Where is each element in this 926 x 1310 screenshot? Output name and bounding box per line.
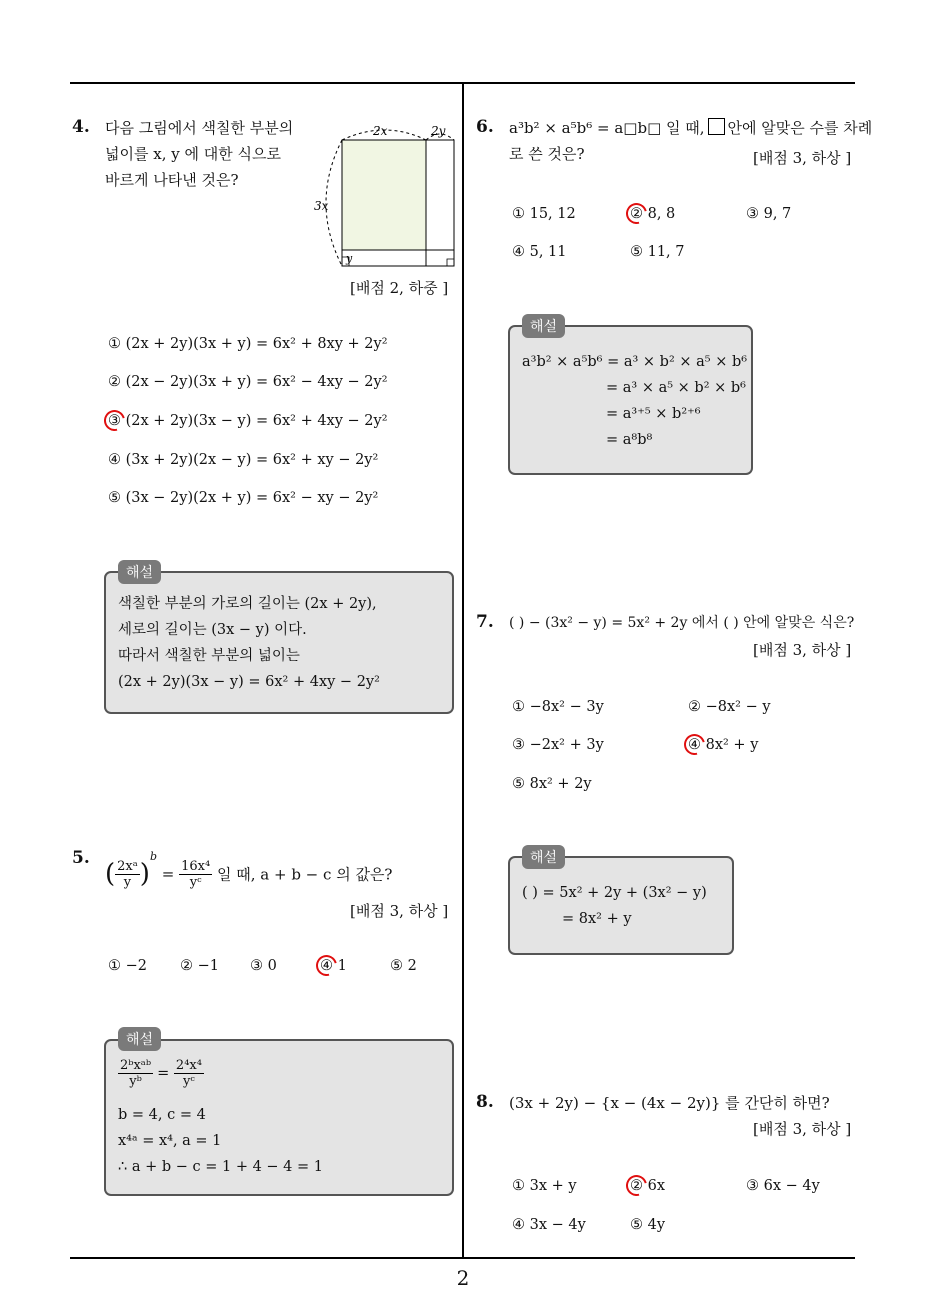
q5-rhs-numerator: 16x⁴	[181, 858, 211, 874]
q6-number: 6.	[476, 117, 494, 137]
q4-choice-2[interactable]: ② (2x − 2y)(3x + y) = 6x² − 4xy − 2y²	[108, 374, 388, 390]
q6-choice-2[interactable]: ② 8, 8	[630, 206, 676, 222]
q5-question: ( $\frac{\text{2xᵃ}}{y}$ )$^b$ = $\frac{\text{16x⁴}}{\text{yᶜ}}$ 일 때, a + b − c 의 값은?	[105, 850, 393, 890]
q6-answer-mark	[622, 199, 651, 228]
q7-choice-4[interactable]: ④ 8x² + y	[688, 737, 759, 753]
q5-rhs-denominator: yᶜ	[189, 874, 202, 890]
q4-choice-3[interactable]: ③ (2x + 2y)(3x − y) = 6x² + 4xy − 2y²	[108, 413, 388, 429]
q5-question-text: 일 때, a + b − c 의 값은?	[216, 865, 393, 884]
q4-choice-1[interactable]: ① (2x + 2y)(3x + y) = 6x² + 8xy + 2y²	[108, 336, 388, 352]
q5-meta: [배점 3, 하상 ]	[350, 902, 449, 920]
q4-label-3x: 3x	[314, 199, 329, 213]
q5-solution-line: x⁴ᵃ = x⁴, a = 1	[118, 1133, 222, 1149]
q5-solution-tag: 해설	[118, 1027, 161, 1051]
q4-shaded-region	[342, 140, 426, 250]
q6-solution-tag: 해설	[522, 314, 565, 338]
q5-choice-1[interactable]: ① −2	[108, 958, 147, 974]
q6-choice-4[interactable]: ④ 5, 11	[512, 244, 567, 260]
q4-solution-line: 색칠한 부분의 가로의 길이는 (2x + 2y),	[118, 596, 377, 612]
q5-choice-2[interactable]: ② −1	[180, 958, 219, 974]
q6-solution-line: = a³⁺⁵ × b²⁺⁶	[606, 406, 701, 422]
q6-question-text-a: a³b² × a⁵b⁶ = a□b□ 일 때,	[509, 119, 705, 137]
q8-question: (3x + 2y) − {x − (4x − 2y)} 를 간단히 하면?	[509, 1094, 830, 1112]
q5-choice-5[interactable]: ⑤ 2	[390, 958, 417, 974]
q8-choice-5[interactable]: ⑤ 4y	[630, 1217, 666, 1233]
q6-choice-3[interactable]: ③ 9, 7	[746, 206, 792, 222]
q5-sol-frac2-den: yᶜ	[183, 1074, 195, 1089]
q5-lhs-exponent: b	[149, 850, 157, 863]
q5-choice-4[interactable]: ④ 1	[320, 958, 347, 974]
q5-answer-mark	[312, 951, 341, 980]
q5-sol-frac2-num: 2⁴x⁴	[175, 1058, 202, 1073]
q6-choice-1[interactable]: ① 15, 12	[512, 206, 576, 222]
q5-choice-3[interactable]: ③ 0	[250, 958, 277, 974]
q8-choice-4[interactable]: ④ 3x − 4y	[512, 1217, 586, 1233]
q7-choice-5[interactable]: ⑤ 8x² + 2y	[512, 776, 592, 792]
q4-solution-line: (2x + 2y)(3x − y) = 6x² + 4xy − 2y²	[118, 674, 380, 690]
page-number: 2	[456, 1266, 470, 1290]
q5-lhs-denominator: y	[123, 874, 132, 890]
q7-solution-line: ( ) = 5x² + 2y + (3x² − y)	[522, 885, 707, 901]
q8-number: 8.	[476, 1092, 494, 1112]
q6-choice-5[interactable]: ⑤ 11, 7	[630, 244, 685, 260]
q5-lhs-numerator: 2xᵃ	[117, 858, 138, 874]
q8-answer-mark	[622, 1171, 651, 1200]
q5-solution-body	[118, 1102, 323, 1180]
q8-choice-1[interactable]: ① 3x + y	[512, 1178, 577, 1194]
q7-meta: [배점 3, 하상 ]	[753, 641, 852, 659]
q6-solution-line: = a³ × a⁵ × b² × b⁶	[606, 380, 746, 396]
q4-choice-4[interactable]: ④ (3x + 2y)(2x − y) = 6x² + xy − 2y²	[108, 452, 379, 468]
q5-solution-line: ∴ a + b − c = 1 + 4 − 4 = 1	[118, 1159, 323, 1175]
q4-question-line: 다음 그림에서 색칠한 부분의	[105, 119, 294, 137]
q7-question: ( ) − (3x² − y) = 5x² + 2y 에서 ( ) 안에 알맞은 식은?	[509, 615, 855, 631]
q6-blank-box-icon	[708, 118, 725, 135]
q4-solution-line: 세로의 길이는 (3x − y) 이다.	[118, 622, 307, 638]
q4-solution-tag: 해설	[118, 560, 161, 584]
q4-solution-body	[118, 591, 380, 695]
q4-choice-5[interactable]: ⑤ (3x − 2y)(2x + y) = 6x² − xy − 2y²	[108, 490, 379, 506]
column-divider	[462, 83, 464, 1259]
q6-meta: [배점 3, 하상 ]	[753, 149, 852, 167]
q7-solution-line: = 8x² + y	[562, 911, 632, 927]
q5-sol-frac1-den: yᵇ	[129, 1074, 142, 1089]
q7-number: 7.	[476, 612, 494, 632]
q4-solution-line: 따라서 색칠한 부분의 넓이는	[118, 648, 300, 664]
q4-label-2y: 2y	[431, 124, 446, 138]
q5-sol-frac1-num: 2ᵇxᵃᵇ	[120, 1058, 152, 1073]
q6-question-text-c: 로 쓴 것은?	[509, 145, 585, 163]
q5-solution-line: b = 4, c = 4	[118, 1107, 206, 1123]
q8-choice-2[interactable]: ② 6x	[630, 1178, 666, 1194]
q6-solution-line: a³b² × a⁵b⁶ = a³ × b² × a⁵ × b⁶	[522, 354, 748, 370]
q4-question-line: 넓이를 x, y 에 대한 식으로	[105, 145, 281, 163]
q4-question	[105, 115, 293, 193]
q7-choice-2[interactable]: ② −8x² − y	[688, 699, 771, 715]
q5-number: 5.	[72, 848, 90, 868]
q7-choice-1[interactable]: ① −8x² − 3y	[512, 699, 604, 715]
q4-label-2x: 2x	[373, 124, 388, 138]
q5-solution-fraction: $\frac{\text{2ᵇxᵃᵇ}}{\text{yᵇ}}$ = $\frac{\text{2⁴x⁴}}{\text{yᶜ}}$	[120, 1058, 202, 1089]
q7-solution-tag: 해설	[522, 845, 565, 869]
q8-choice-3[interactable]: ③ 6x − 4y	[746, 1178, 820, 1194]
q4-figure	[310, 118, 460, 273]
q4-meta: [배점 2, 하중 ]	[350, 279, 449, 297]
q7-solution-body	[522, 880, 707, 932]
q4-number: 4.	[72, 117, 90, 137]
q6-question-text-b: 안에 알맞은 수를 차례	[727, 119, 873, 137]
q6-solution-line: = a⁸b⁸	[606, 432, 653, 448]
q4-label-y: y	[346, 252, 353, 265]
q6-solution-body	[522, 349, 747, 453]
q4-answer-mark	[100, 406, 129, 435]
q4-question-line: 바르게 나타낸 것은?	[105, 171, 239, 189]
q7-choice-3[interactable]: ③ −2x² + 3y	[512, 737, 604, 753]
q7-answer-mark	[680, 730, 709, 759]
q8-meta: [배점 3, 하상 ]	[753, 1120, 852, 1138]
